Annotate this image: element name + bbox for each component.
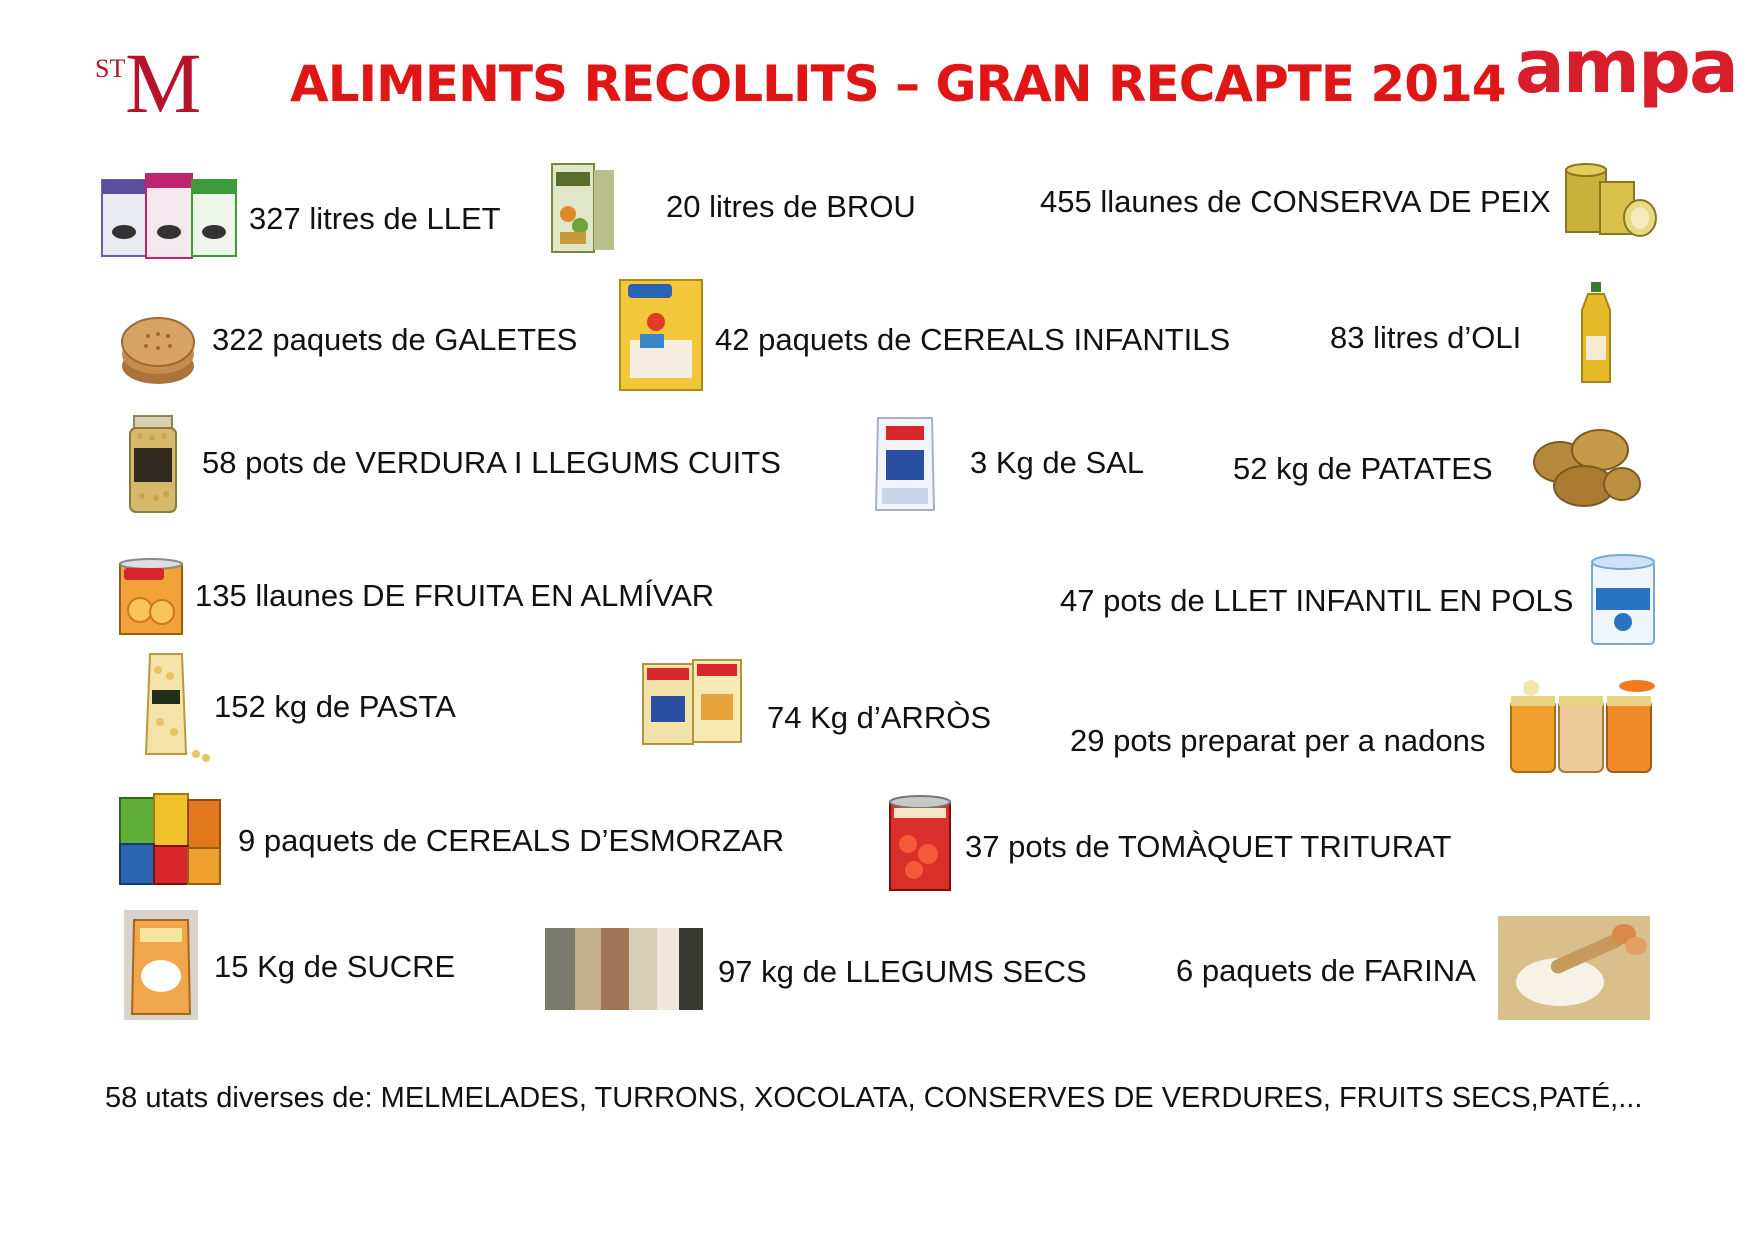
item-label: 47 pots de LLET INFANTIL EN POLS — [1060, 583, 1574, 618]
salt-bag-icon — [872, 414, 938, 514]
pasta-bag-icon — [130, 650, 218, 764]
item-label: 97 kg de LLEGUMS SECS — [718, 954, 1087, 989]
item-label: 9 paquets de CEREALS D’ESMORZAR — [238, 823, 785, 858]
item-label: 42 paquets de CEREALS INFANTILS — [715, 322, 1231, 357]
flour-icon — [1498, 916, 1650, 1020]
logo-m-text: M — [125, 35, 202, 131]
tomato-can-icon — [888, 794, 952, 896]
chickpea-jar-icon — [128, 414, 178, 514]
rice-packs-icon — [641, 656, 743, 748]
item-label: 327 litres de LLET — [249, 201, 501, 236]
item-label: 37 pots de TOMÀQUET TRITURAT — [965, 829, 1452, 864]
item-label: 455 llaunes de CONSERVA DE PEIX — [1040, 184, 1551, 219]
item-label: 322 paquets de GALETES — [212, 322, 578, 357]
formula-tin-icon — [1590, 552, 1656, 648]
sugar-bag-icon — [124, 910, 198, 1020]
breakfast-cereal-boxes-icon — [118, 792, 222, 886]
broth-carton-icon — [548, 160, 620, 256]
item-label: 6 paquets de FARINA — [1176, 953, 1476, 988]
oil-bottle-icon — [1578, 280, 1614, 386]
tin-cans-icon — [1560, 160, 1660, 242]
potatoes-icon — [1530, 422, 1642, 514]
item-label: 15 Kg de SUCRE — [214, 949, 456, 984]
item-label: 3 Kg de SAL — [970, 445, 1145, 480]
baby-food-jars-icon — [1507, 678, 1657, 776]
item-label: 58 pots de VERDURA I LLEGUMS CUITS — [202, 445, 781, 480]
fruit-can-icon — [118, 558, 184, 638]
page-title: ALIMENTS RECOLLITS – GRAN RECAPTE 2014 — [290, 55, 1506, 113]
item-label: 135 llaunes DE FRUITA EN ALMÍVAR — [195, 578, 715, 613]
stm-logo — [95, 35, 215, 131]
baby-cereal-box-icon — [618, 278, 704, 392]
item-label: 52 kg de PATATES — [1233, 451, 1493, 486]
item-label: 20 litres de BROU — [666, 189, 916, 224]
logo-st-text: ST — [95, 54, 126, 83]
dried-legumes-icon — [545, 928, 703, 1010]
milk-cartons-icon — [100, 170, 240, 262]
footer-text: 58 utats diverses de: MELMELADES, TURRONS, XOCOLATA, CONSERVES DE VERDURES, FRUITS SECS,PATÉ,... — [105, 1082, 1643, 1114]
item-label: 152 kg de PASTA — [214, 689, 456, 724]
ampa-logo: ampa — [1515, 24, 1737, 110]
item-label: 29 pots preparat per a nadons — [1070, 723, 1486, 758]
item-label: 83 litres d’OLI — [1330, 320, 1522, 355]
cookies-icon — [118, 304, 198, 388]
item-label: 74 Kg d’ARRÒS — [767, 700, 991, 735]
